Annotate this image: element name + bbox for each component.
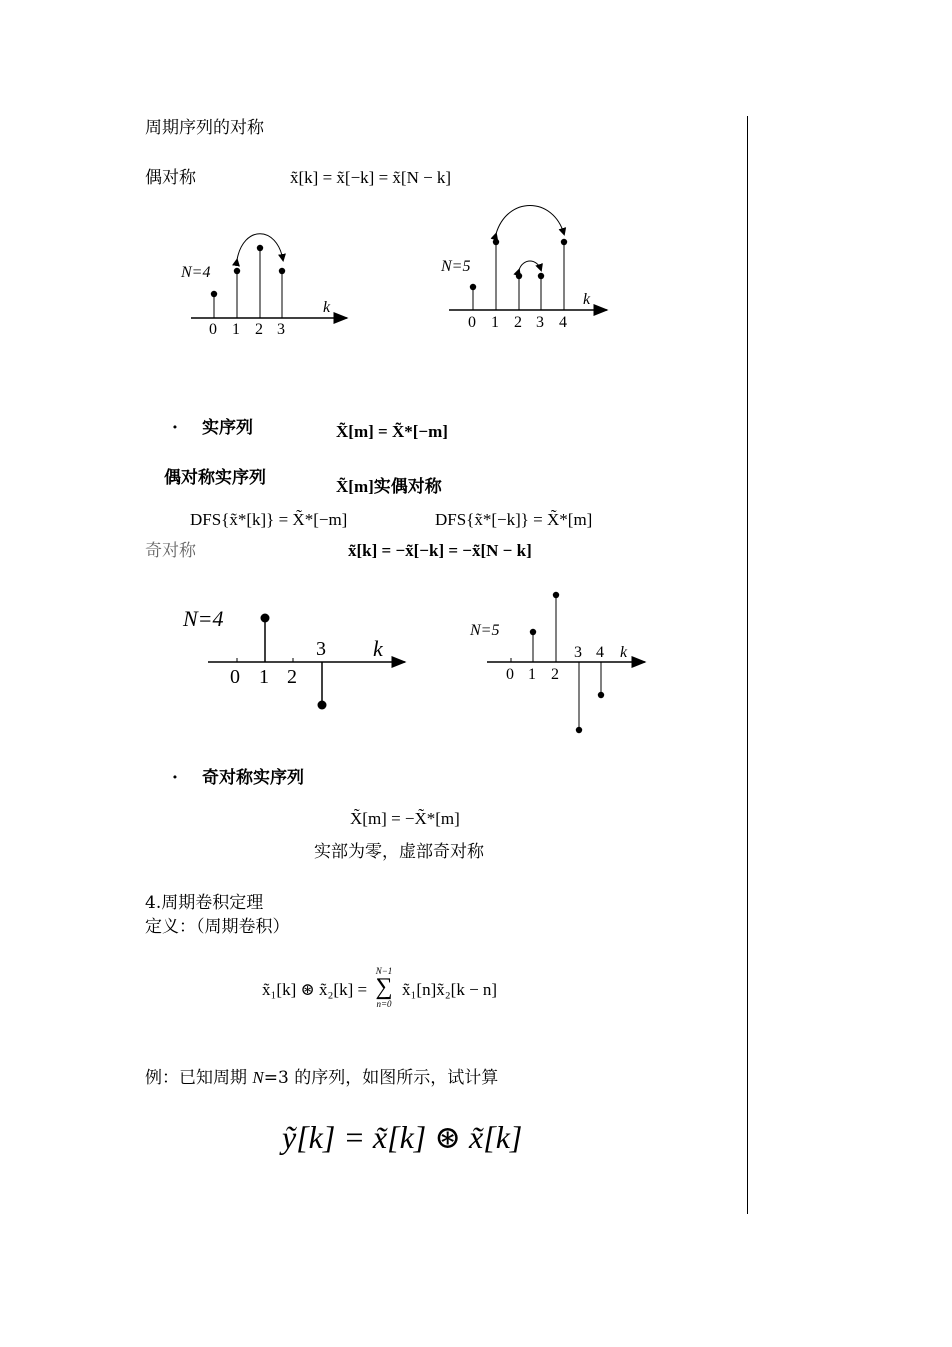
tick-label-above: 3 (574, 644, 582, 661)
odd-symmetry-diagram-n4 (175, 595, 420, 720)
n-label: N=5 (470, 622, 500, 639)
stem-point (470, 284, 476, 290)
tick-label: 1 (491, 314, 499, 331)
stem-point (279, 268, 285, 274)
tick-label: 1 (259, 666, 269, 688)
stem-point (257, 245, 263, 251)
sum-upper-limit: N−1 (375, 966, 393, 976)
tick-label: 2 (514, 314, 522, 331)
example-suffix: =3 的序列，如图所示，试计算 (263, 1068, 499, 1088)
stem-point (598, 692, 604, 698)
symmetry-arc-inner (519, 261, 541, 270)
convolution-formula-lhs: x̃₁[k] ⊛ x̃₂[k] = (262, 980, 368, 999)
odd-symmetry-label: 奇对称 (145, 541, 196, 561)
k-label: k (583, 291, 591, 308)
stem-point (234, 268, 240, 274)
example-formula: ỹ[k] = x̃[k] ⊛ x̃[k] (282, 1119, 523, 1155)
real-sequence-formula: X̃[m] = X̃*[−m] (336, 422, 448, 441)
stem-point (318, 701, 327, 710)
symmetry-arc-outer (496, 206, 564, 235)
bullet: · (172, 768, 178, 788)
tick-label: 0 (506, 666, 514, 683)
stem-point (516, 273, 522, 279)
odd-symmetry-formula: x̃[k] = −x̃[−k] = −x̃[N − k] (348, 541, 532, 560)
tick-label: 1 (528, 666, 536, 683)
tick-label: 1 (232, 321, 240, 338)
tick-label: 4 (559, 314, 567, 331)
even-real-sequence-label: 偶对称实序列 (164, 468, 266, 488)
tick-label: 0 (209, 321, 217, 338)
k-label: k (323, 299, 331, 316)
odd-real-sequence-formula: X̃[m] = −X̃*[m] (350, 809, 460, 828)
tick-label: 0 (230, 666, 240, 688)
real-sequence-label: 实序列 (202, 418, 253, 438)
tick-label-above: 4 (596, 644, 604, 661)
formula-prefix: X̃[m] (336, 477, 374, 496)
stem-point (211, 291, 217, 297)
k-label: k (620, 644, 628, 661)
stem-point (576, 727, 582, 733)
margin-rule (747, 116, 748, 1214)
tick-label: 2 (287, 666, 297, 688)
convolution-heading: 4.周期卷积定理 (145, 893, 264, 913)
example-text (145, 1068, 498, 1088)
odd-symmetry-diagram-n5 (465, 585, 655, 740)
sigma-symbol: ∑ (375, 974, 393, 1000)
convolution-definition: 定义：（周期卷积） (145, 917, 290, 937)
bullet: · (172, 418, 178, 438)
stem-point (561, 239, 567, 245)
n-label: N=4 (183, 606, 224, 631)
stem-point (261, 614, 270, 623)
sum-lower-limit: n=0 (376, 999, 392, 1009)
even-symmetry-label: 偶对称 (145, 168, 196, 188)
tick-label: 3 (536, 314, 544, 331)
tick-label-above: 3 (316, 638, 326, 660)
tick-label: 0 (468, 314, 476, 331)
even-symmetry-formula: x̃[k] = x̃[−k] = x̃[N − k] (290, 168, 452, 187)
odd-real-sequence-label: 奇对称实序列 (202, 768, 304, 788)
even-real-sequence-formula (336, 472, 442, 497)
dfs-formula-1: DFS{x̃*[k]} = X̃*[−m] (190, 510, 348, 529)
stem-point (538, 273, 544, 279)
summation (372, 966, 396, 1010)
stem-point (493, 239, 499, 245)
stem-point (530, 629, 536, 635)
example-prefix: 例：已知周期 (145, 1068, 253, 1088)
heading-periodic-symmetry: 周期序列的对称 (145, 118, 264, 138)
n-label: N=4 (181, 264, 211, 281)
k-label: k (373, 636, 383, 661)
even-symmetry-diagram-n5 (435, 200, 620, 340)
formula-suffix: 实偶对称 (373, 477, 442, 496)
stem-point (553, 592, 559, 598)
tick-label: 2 (255, 321, 263, 338)
dfs-formula-2: DFS{x̃*[−k]} = X̃*[m] (435, 510, 593, 529)
tick-label: 3 (277, 321, 285, 338)
odd-real-sequence-description: 实部为零，虚部奇对称 (314, 842, 484, 862)
example-n-var: N (252, 1068, 264, 1087)
n-label: N=5 (441, 258, 471, 275)
tick-label: 2 (551, 666, 559, 683)
even-symmetry-diagram-n4 (175, 220, 365, 345)
convolution-formula-rhs: x̃₁[n]x̃₂[k − n] (402, 980, 498, 999)
